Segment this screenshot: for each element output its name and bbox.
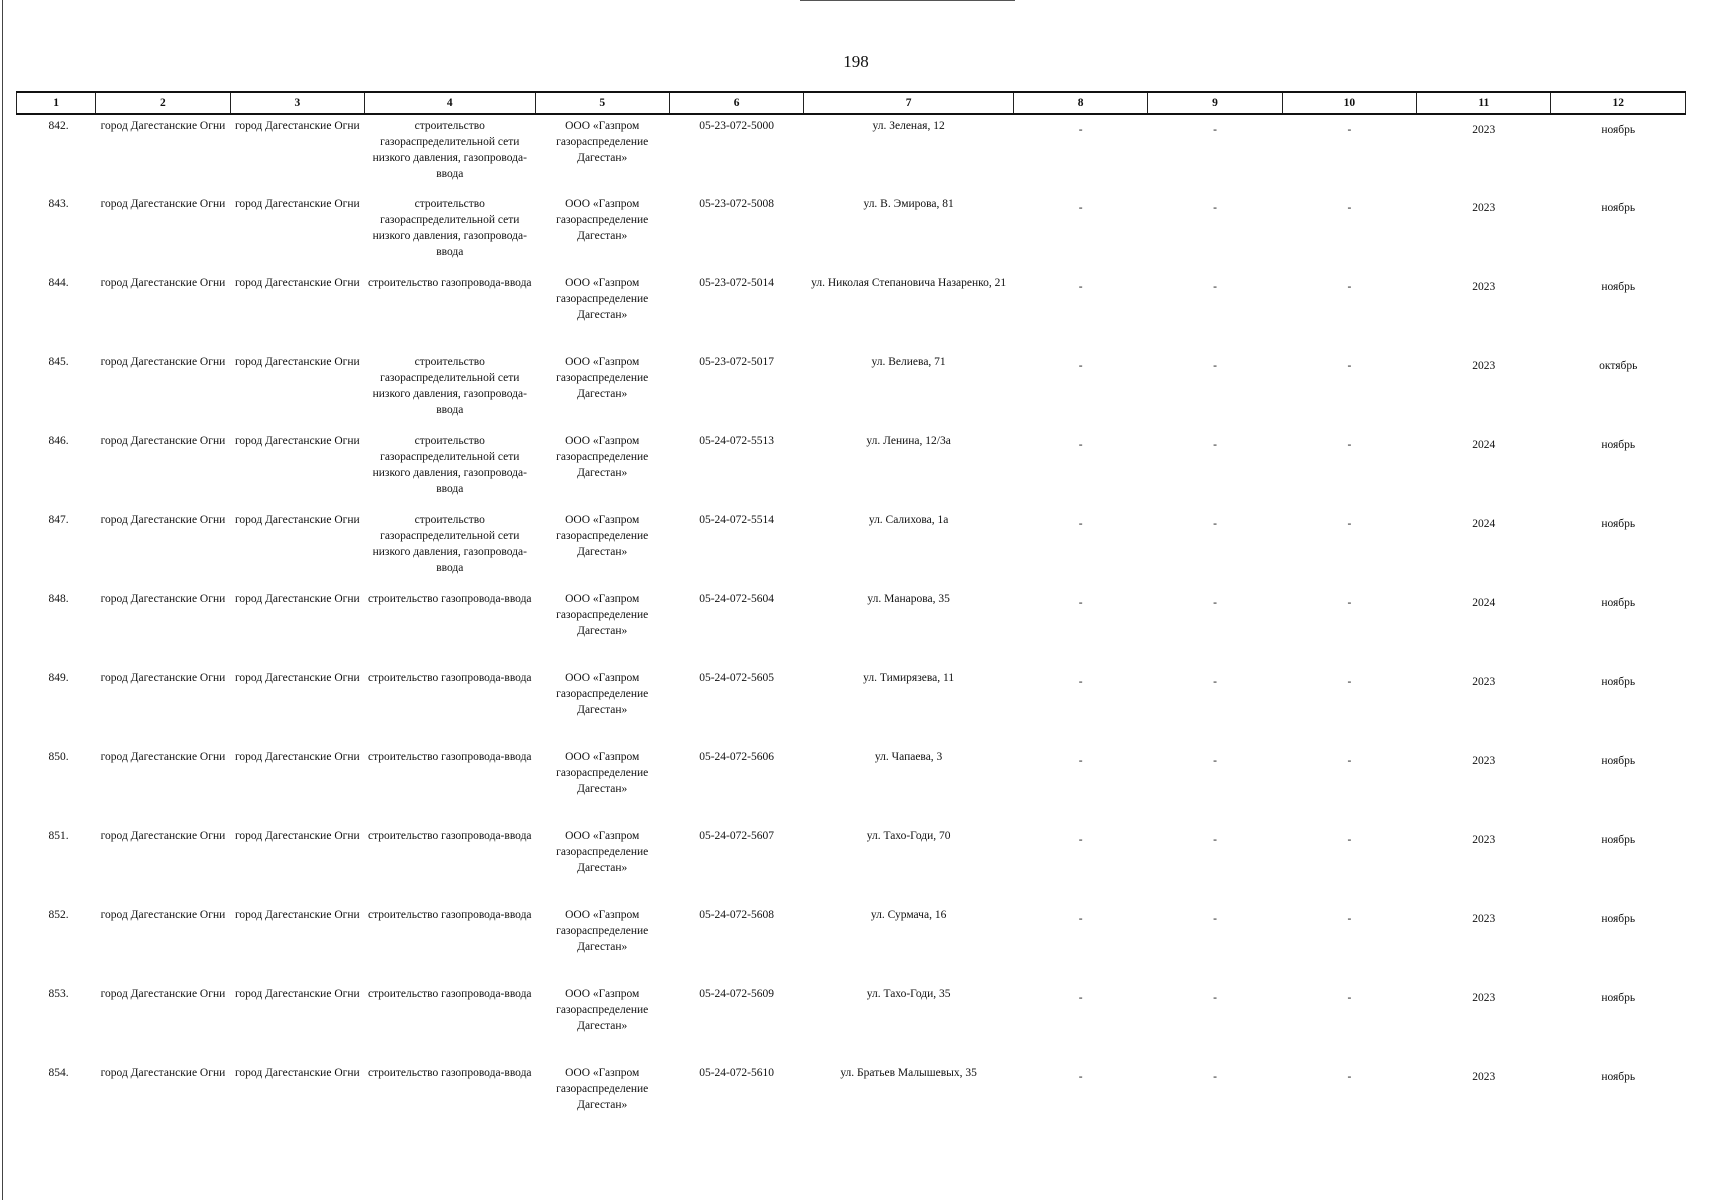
column-8-cell: - xyxy=(1078,124,1083,136)
object-code-cell: 05-23-072-5000 xyxy=(699,120,774,132)
column-9-cell: - xyxy=(1213,597,1217,609)
row-number: 844. xyxy=(48,277,69,289)
table-row xyxy=(17,825,1686,904)
column-8-cell: - xyxy=(1078,439,1083,451)
organization-cell: ООО «Газпром газораспределение Дагестан» xyxy=(556,988,649,1032)
municipal-district-cell: город Дагестанские Огни xyxy=(100,593,226,605)
year-cell: 2023 xyxy=(1472,676,1496,688)
column-8-cell: - xyxy=(1078,202,1083,214)
column-header: 2 xyxy=(96,92,230,114)
address-cell: ул. Тимирязева, 11 xyxy=(863,672,955,684)
settlement-cell: город Дагестанские Огни xyxy=(234,751,360,763)
work-type-cell: строительство газораспределительной сети низкого давления, газопровода-ввода xyxy=(372,435,527,495)
settlement-cell: город Дагестанские Огни xyxy=(234,514,360,526)
table-row xyxy=(17,667,1686,746)
month-cell: ноябрь xyxy=(1601,439,1636,451)
municipal-district-cell: город Дагестанские Огни xyxy=(100,514,226,526)
settlement-cell: город Дагестанские Огни xyxy=(234,672,360,684)
object-code-cell: 05-24-072-5606 xyxy=(699,751,774,763)
row-number: 852. xyxy=(48,909,69,921)
table-row xyxy=(17,114,1686,193)
settlement-cell: город Дагестанские Огни xyxy=(234,435,360,447)
column-8-cell: - xyxy=(1078,755,1083,767)
organization-cell: ООО «Газпром газораспределение Дагестан» xyxy=(556,1067,649,1111)
month-cell: ноябрь xyxy=(1601,124,1636,136)
work-type-cell: строительство газопровода-ввода xyxy=(367,909,532,921)
page-number: 198 xyxy=(843,52,869,71)
column-8-cell: - xyxy=(1078,597,1083,609)
column-8-cell: - xyxy=(1078,676,1083,688)
municipal-district-cell: город Дагестанские Огни xyxy=(100,751,226,763)
column-10-cell: - xyxy=(1347,992,1352,1004)
work-type-cell: строительство газораспределительной сети низкого давления, газопровода-ввода xyxy=(372,514,527,574)
table-row xyxy=(17,351,1686,430)
column-header: 1 xyxy=(17,92,96,114)
settlement-cell: город Дагестанские Огни xyxy=(234,120,360,132)
work-type-cell: строительство газопровода-ввода xyxy=(367,672,532,684)
work-type-cell: строительство газопровода-ввода xyxy=(367,593,532,605)
registry-table xyxy=(16,91,1686,1141)
column-10-cell: - xyxy=(1347,360,1352,372)
municipal-district-cell: город Дагестанские Огни xyxy=(100,356,226,368)
organization-cell: ООО «Газпром газораспределение Дагестан» xyxy=(556,514,649,558)
work-type-cell: строительство газораспределительной сети низкого давления, газопровода-ввода xyxy=(372,198,527,258)
year-cell: 2024 xyxy=(1472,439,1496,451)
month-cell: ноябрь xyxy=(1601,992,1636,1004)
month-cell: ноябрь xyxy=(1601,518,1636,530)
row-number: 843. xyxy=(48,198,69,210)
address-cell: ул. Сурмача, 16 xyxy=(870,909,947,921)
column-10-cell: - xyxy=(1347,518,1352,530)
object-code-cell: 05-24-072-5610 xyxy=(699,1067,774,1079)
column-9-cell: - xyxy=(1213,676,1217,688)
object-code-cell: 05-23-072-5008 xyxy=(699,198,774,210)
organization-cell: ООО «Газпром газораспределение Дагестан» xyxy=(556,198,649,242)
work-type-cell: строительство газопровода-ввода xyxy=(367,277,532,289)
municipal-district-cell: город Дагестанские Огни xyxy=(100,988,226,1000)
settlement-cell: город Дагестанские Огни xyxy=(234,198,360,210)
object-code-cell: 05-24-072-5605 xyxy=(699,672,774,684)
column-8-cell: - xyxy=(1078,913,1083,925)
organization-cell: ООО «Газпром газораспределение Дагестан» xyxy=(556,909,649,953)
table-row xyxy=(17,272,1686,351)
column-9-cell: - xyxy=(1213,1071,1217,1083)
table-row xyxy=(17,904,1686,983)
column-header: 12 xyxy=(1551,92,1686,114)
year-cell: 2023 xyxy=(1472,992,1496,1004)
municipal-district-cell: город Дагестанские Огни xyxy=(100,120,226,132)
column-10-cell: - xyxy=(1347,281,1352,293)
settlement-cell: город Дагестанские Огни xyxy=(234,1067,360,1079)
municipal-district-cell: город Дагестанские Огни xyxy=(100,435,226,447)
month-cell: ноябрь xyxy=(1601,755,1636,767)
organization-cell: ООО «Газпром газораспределение Дагестан» xyxy=(556,435,649,479)
address-cell: ул. Салихова, 1а xyxy=(868,514,949,526)
work-type-cell: строительство газопровода-ввода xyxy=(367,1067,532,1079)
settlement-cell: город Дагестанские Огни xyxy=(234,277,360,289)
column-10-cell: - xyxy=(1347,676,1352,688)
table-row xyxy=(17,746,1686,825)
organization-cell: ООО «Газпром газораспределение Дагестан» xyxy=(556,593,649,637)
row-number: 853. xyxy=(48,988,69,1000)
column-10-cell: - xyxy=(1347,202,1352,214)
column-9-cell: - xyxy=(1213,518,1217,530)
page-left-border xyxy=(2,0,3,1200)
address-cell: ул. Чапаева, 3 xyxy=(874,751,943,763)
year-cell: 2024 xyxy=(1472,518,1496,530)
column-header: 6 xyxy=(669,92,803,114)
settlement-cell: город Дагестанские Огни xyxy=(234,830,360,842)
month-cell: октябрь xyxy=(1599,360,1638,372)
year-cell: 2023 xyxy=(1472,360,1496,372)
column-10-cell: - xyxy=(1347,439,1352,451)
municipal-district-cell: город Дагестанские Огни xyxy=(100,198,226,210)
address-cell: ул. Николая Степановича Назаренко, 21 xyxy=(811,277,1007,289)
object-code-cell: 05-24-072-5514 xyxy=(699,514,774,526)
row-number: 846. xyxy=(48,435,69,447)
month-cell: ноябрь xyxy=(1601,834,1636,846)
column-8-cell: - xyxy=(1078,992,1083,1004)
row-number: 849. xyxy=(48,672,69,684)
year-cell: 2023 xyxy=(1472,281,1496,293)
column-9-cell: - xyxy=(1213,439,1217,451)
row-number: 851. xyxy=(48,830,69,842)
column-8-cell: - xyxy=(1078,1071,1083,1083)
column-number-header-row xyxy=(17,92,1686,114)
work-type-cell: строительство газопровода-ввода xyxy=(367,830,532,842)
month-cell: ноябрь xyxy=(1601,1071,1636,1083)
table-row xyxy=(17,193,1686,272)
work-type-cell: строительство газопровода-ввода xyxy=(367,751,532,763)
settlement-cell: город Дагестанские Огни xyxy=(234,909,360,921)
column-10-cell: - xyxy=(1347,124,1352,136)
address-cell: ул. Тахо-Годи, 70 xyxy=(866,830,951,842)
address-cell: ул. В. Эмирова, 81 xyxy=(863,198,954,210)
column-9-cell: - xyxy=(1213,124,1217,136)
year-cell: 2023 xyxy=(1472,755,1496,767)
column-header: 11 xyxy=(1417,92,1551,114)
object-code-cell: 05-23-072-5014 xyxy=(699,277,774,289)
work-type-cell: строительство газораспределительной сети низкого давления, газопровода-ввода xyxy=(372,356,527,416)
object-code-cell: 05-24-072-5604 xyxy=(699,593,774,605)
column-9-cell: - xyxy=(1213,281,1217,293)
year-cell: 2023 xyxy=(1472,124,1496,136)
settlement-cell: город Дагестанские Огни xyxy=(234,356,360,368)
column-header: 3 xyxy=(230,92,364,114)
table-row xyxy=(17,509,1686,588)
column-9-cell: - xyxy=(1213,360,1217,372)
column-8-cell: - xyxy=(1078,834,1083,846)
organization-cell: ООО «Газпром газораспределение Дагестан» xyxy=(556,356,649,400)
object-code-cell: 05-24-072-5608 xyxy=(699,909,774,921)
work-type-cell: строительство газопровода-ввода xyxy=(367,988,532,1000)
municipal-district-cell: город Дагестанские Огни xyxy=(100,1067,226,1079)
column-header: 9 xyxy=(1148,92,1282,114)
month-cell: ноябрь xyxy=(1601,676,1636,688)
column-9-cell: - xyxy=(1213,834,1217,846)
year-cell: 2023 xyxy=(1472,1071,1496,1083)
column-header: 5 xyxy=(535,92,669,114)
month-cell: ноябрь xyxy=(1601,281,1636,293)
row-number: 842. xyxy=(48,120,69,132)
organization-cell: ООО «Газпром газораспределение Дагестан» xyxy=(556,751,649,795)
row-number: 845. xyxy=(48,356,69,368)
organization-cell: ООО «Газпром газораспределение Дагестан» xyxy=(556,830,649,874)
month-cell: ноябрь xyxy=(1601,913,1636,925)
year-cell: 2023 xyxy=(1472,913,1496,925)
municipal-district-cell: город Дагестанские Огни xyxy=(100,909,226,921)
organization-cell: ООО «Газпром газораспределение Дагестан» xyxy=(556,672,649,716)
table-row xyxy=(17,983,1686,1062)
year-cell: 2023 xyxy=(1472,202,1496,214)
column-9-cell: - xyxy=(1213,992,1217,1004)
column-header: 4 xyxy=(365,92,536,114)
column-8-cell: - xyxy=(1078,518,1083,530)
address-cell: ул. Зеленая, 12 xyxy=(872,120,945,132)
address-cell: ул. Ленина, 12/3а xyxy=(866,435,951,447)
municipal-district-cell: город Дагестанские Огни xyxy=(100,672,226,684)
column-header: 7 xyxy=(804,92,1014,114)
year-cell: 2023 xyxy=(1472,834,1496,846)
column-header: 10 xyxy=(1282,92,1416,114)
column-8-cell: - xyxy=(1078,360,1083,372)
organization-cell: ООО «Газпром газораспределение Дагестан» xyxy=(556,120,649,164)
settlement-cell: город Дагестанские Огни xyxy=(234,593,360,605)
column-10-cell: - xyxy=(1347,755,1352,767)
year-cell: 2024 xyxy=(1472,597,1496,609)
row-number: 850. xyxy=(48,751,69,763)
table-row xyxy=(17,588,1686,667)
municipal-district-cell: город Дагестанские Огни xyxy=(100,277,226,289)
column-9-cell: - xyxy=(1213,202,1217,214)
table-row xyxy=(17,430,1686,509)
column-10-cell: - xyxy=(1347,913,1352,925)
column-9-cell: - xyxy=(1213,755,1217,767)
settlement-cell: город Дагестанские Огни xyxy=(234,988,360,1000)
row-number: 847. xyxy=(48,514,69,526)
municipal-district-cell: город Дагестанские Огни xyxy=(100,830,226,842)
table-row xyxy=(17,1062,1686,1141)
month-cell: ноябрь xyxy=(1601,597,1636,609)
object-code-cell: 05-24-072-5609 xyxy=(699,988,774,1000)
column-10-cell: - xyxy=(1347,1071,1352,1083)
month-cell: ноябрь xyxy=(1601,202,1636,214)
object-code-cell: 05-24-072-5513 xyxy=(699,435,774,447)
address-cell: ул. Манарова, 35 xyxy=(867,593,950,605)
column-9-cell: - xyxy=(1213,913,1217,925)
address-cell: ул. Тахо-Годи, 35 xyxy=(866,988,951,1000)
column-8-cell: - xyxy=(1078,281,1083,293)
page-top-scan-line xyxy=(800,0,1015,1)
address-cell: ул. Братьев Малышевых, 35 xyxy=(840,1067,977,1079)
object-code-cell: 05-23-072-5017 xyxy=(699,356,774,368)
organization-cell: ООО «Газпром газораспределение Дагестан» xyxy=(556,277,649,321)
work-type-cell: строительство газораспределительной сети низкого давления, газопровода-ввода xyxy=(372,120,527,180)
address-cell: ул. Велиева, 71 xyxy=(871,356,946,368)
column-10-cell: - xyxy=(1347,597,1352,609)
column-10-cell: - xyxy=(1347,834,1352,846)
row-number: 848. xyxy=(48,593,69,605)
column-header: 8 xyxy=(1013,92,1147,114)
object-code-cell: 05-24-072-5607 xyxy=(699,830,774,842)
row-number: 854. xyxy=(48,1067,69,1079)
